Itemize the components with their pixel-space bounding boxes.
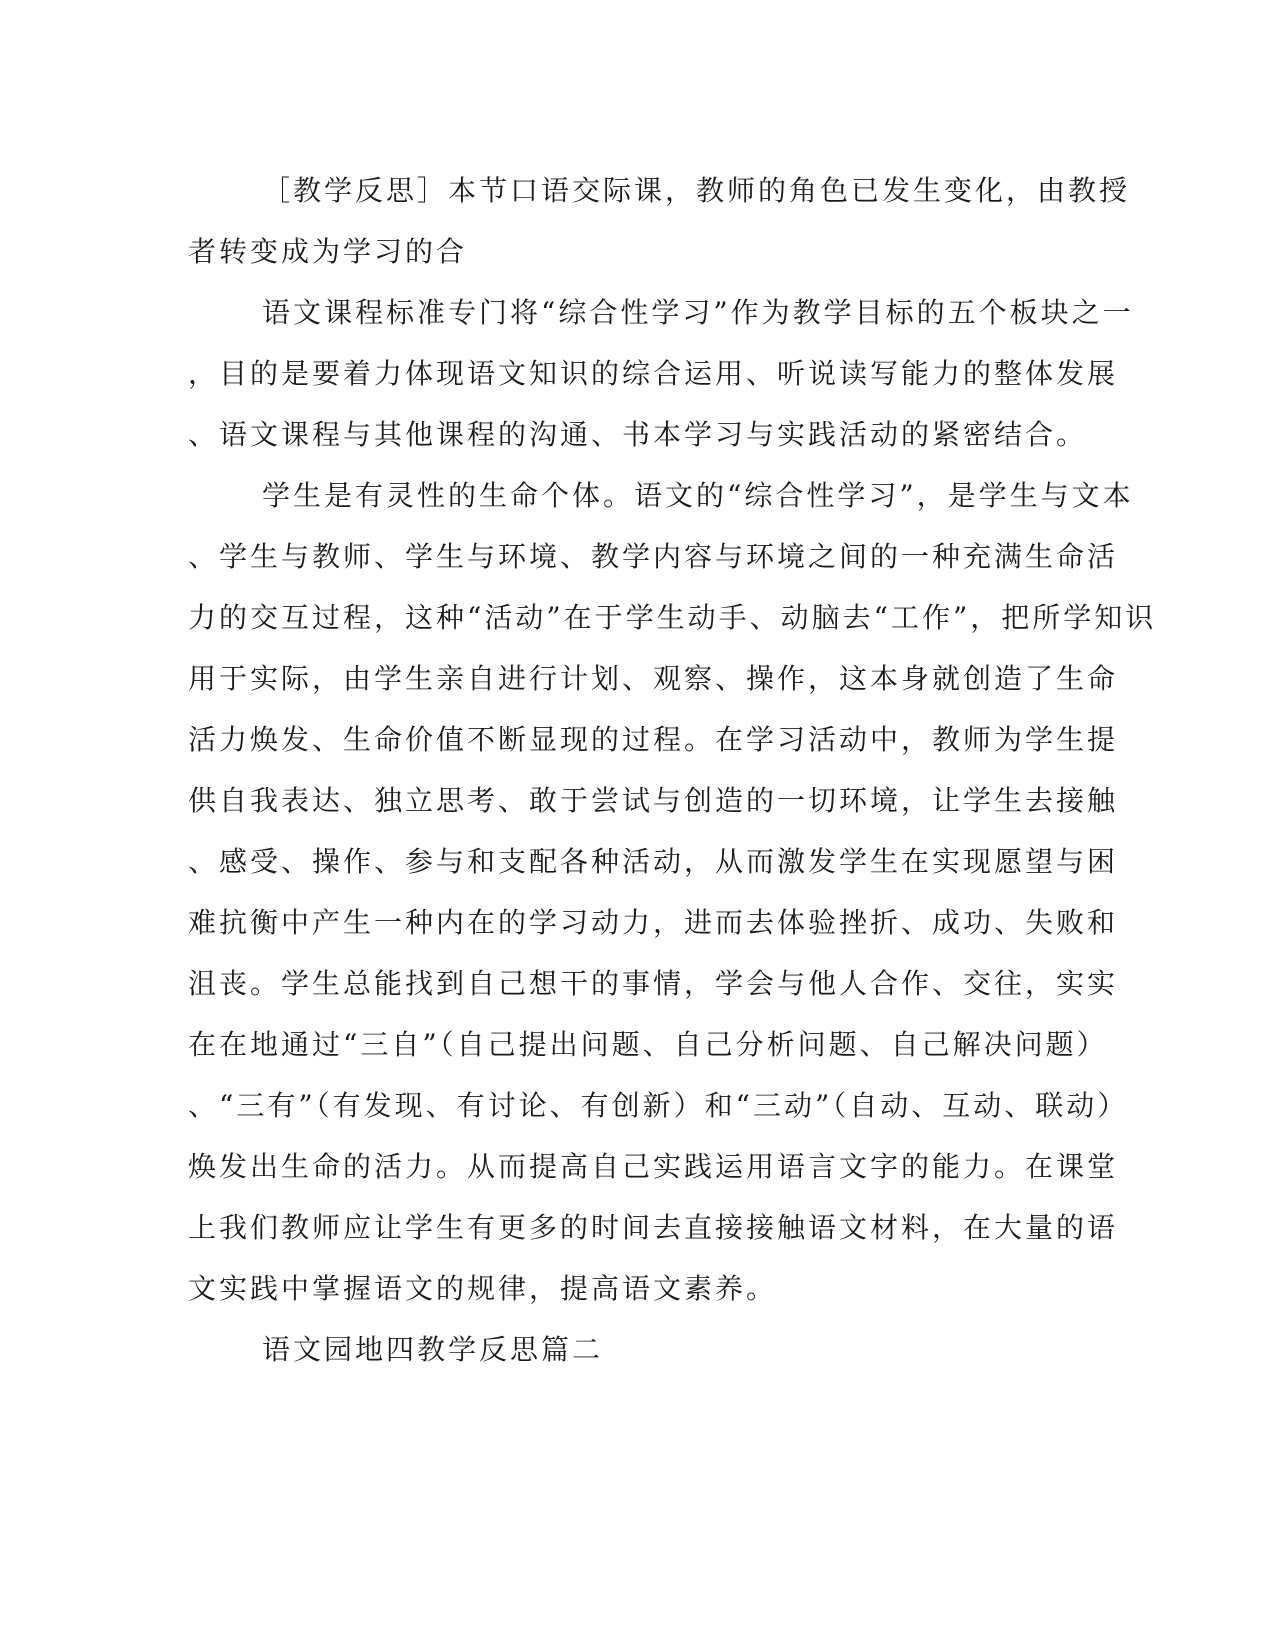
- text-line: 焕发出生命的活力。从而提高自己实践运用语言文字的能力。在课堂: [188, 1150, 1119, 1183]
- text-line: 、学生与教师、学生与环境、教学内容与环境之间的一种充满生命活: [188, 540, 1119, 573]
- text-line: 用于实际，由学生亲自进行计划、观察、操作，这本身就创造了生命: [188, 662, 1119, 695]
- text-line: 在在地通过“三自”（自己提出问题、自己分析问题、自己解决问题）: [188, 1028, 1108, 1061]
- section-heading: 语文园地四教学反思篇二: [262, 1333, 604, 1366]
- text-line: 文实践中掌握语文的规律，提高语文素养。: [188, 1272, 778, 1305]
- text-line: 沮丧。学生总能找到自己想干的事情，学会与他人合作、交往，实实: [188, 967, 1119, 1000]
- paragraph-reflection-intro: [188, 160, 1131, 282]
- text-line: 、感受、操作、参与和支配各种活动，从而激发学生在实现愿望与困: [188, 845, 1119, 878]
- text-line: 难抗衡中产生一种内在的学习动力，进而去体验挫折、成功、失败和: [188, 906, 1119, 939]
- text-line: 、“三有”（有发现、有讨论、有创新）和“三动”（自动、互动、联动）: [188, 1089, 1129, 1122]
- text-line: ［教学反思］本节口语交际课，教师的角色已发生变化，由教授: [262, 174, 1131, 207]
- text-line: ，目的是要着力体现语文知识的综合运用、听说读写能力的整体发展: [188, 357, 1119, 390]
- paragraph-curriculum-standard: [188, 282, 1134, 465]
- text-line: 上我们教师应让学生有更多的时间去直接接触语文材料，在大量的语: [188, 1211, 1119, 1244]
- document-body: [188, 160, 1157, 1380]
- text-line: 、语文课程与其他课程的沟通、书本学习与实践活动的紧密结合。: [188, 418, 1088, 451]
- text-line: 力的交互过程，这种“活动”在于学生动手、动脑去“工作”，把所学知识: [188, 601, 1157, 634]
- text-line: 供自我表达、独立思考、敢于尝试与创造的一切环境，让学生去接触: [188, 784, 1119, 817]
- text-line: 者转变成为学习的合: [188, 235, 468, 268]
- section-heading-block: [188, 1319, 1088, 1380]
- text-line: 活力焕发、生命价值不断显现的过程。在学习活动中，教师为学生提: [188, 723, 1119, 756]
- text-line: 学生是有灵性的生命个体。语文的“综合性学习”，是学生与文本: [262, 479, 1134, 512]
- text-line: 语文课程标准专门将“综合性学习”作为教学目标的五个板块之一: [262, 296, 1134, 329]
- paragraph-student-life: [188, 465, 1157, 1319]
